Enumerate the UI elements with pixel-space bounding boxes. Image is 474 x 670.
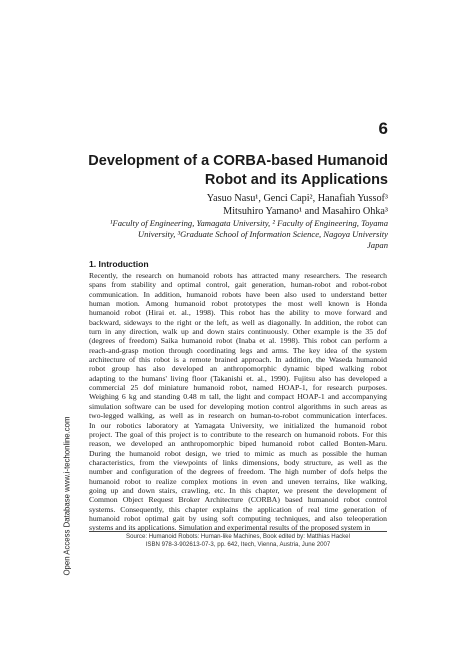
- footnote-line: Source: Humanoid Robots: Human-like Machines, Book edited by: Matthias Hackel: [126, 533, 350, 540]
- body-line: systems. Consequently, this chapter explains the application of real time generation of: [89, 504, 387, 514]
- body-line: communication. In addition, humanoid robots have been also used to understand better: [89, 289, 387, 299]
- body-line: spans from stability and optimal control, gait generation, human-robot and robot-robot: [89, 280, 387, 290]
- section-heading: 1. Introduction: [89, 259, 149, 269]
- body-text: [89, 271, 387, 533]
- footnote-line: ISBN 978-3-902613-07-3, pp. 642, Itech, Vienna, Austria, June 2007: [145, 541, 331, 549]
- body-line: humanoid robot to realize complex motions in even and uneven terrains, like walking,: [89, 476, 387, 486]
- affiliation-line: University, ³Graduate School of Information Science, Nagoya University: [137, 228, 388, 239]
- body-line: human motion. Among humanoid robot prototypes the most well known is Honda: [89, 299, 387, 309]
- body-line: number and configuration of the degrees of freedom. The high number of dofs helps the: [89, 467, 387, 477]
- body-line: During the humanoid robot design, we tried to mimic as much as possible the human: [89, 448, 387, 458]
- body-line: simulation software can be used for developing motion control algorithms in such areas as: [89, 401, 387, 411]
- source-footnote: [89, 533, 387, 549]
- body-line: project. The goal of this project is to contribute to the research on humanoid robots. For this: [89, 429, 387, 439]
- body-line: In our robotics laboratory at Yamagata University, we initialized the humanoid robot: [89, 420, 387, 430]
- body-line: architecture of this robot is a remote brained approach. In addition, the Waseda humanoid: [89, 355, 387, 365]
- body-line: two-legged walking, as well as in research on human-to-robot communication interfaces.: [89, 411, 387, 421]
- body-line: humanoid robot (Hirai et. al., 1998). This robot has the ability to move forward and: [89, 308, 387, 318]
- body-line: turn in any direction, walk up and down stairs continuously. Other example is the 35 dof: [89, 327, 387, 337]
- body-line: Weighing 6 kg and standing 0.48 m tall, the light and compact HOAP-1 and accompanying: [89, 392, 387, 402]
- body-line: commercial 25 dof miniature humanoid robot, named HOAP-1, for research purposes.: [89, 383, 387, 393]
- body-line: going up and down stairs, crawling, etc. In this chapter, we present the development of: [89, 485, 387, 495]
- body-line: (degrees of freedom) Saika humanoid robot (Inaba et al. 1998). This robot can perform a: [89, 336, 387, 346]
- side-watermark-text: Open Access Database www.i-techonline.com: [62, 416, 72, 576]
- body-line: adapting to the humans' living floor (Takanishi et. al., 1990). Fujitsu also has developed a: [89, 373, 387, 383]
- title-line: Development of a CORBA-based Humanoid: [88, 153, 388, 169]
- body-line: reason, we developed an anthropomorphic biped humanoid robot called Bonten-Maru.: [89, 439, 387, 449]
- body-line: Common Object Request Broker Architecture (CORBA) based humanoid robot control: [89, 495, 387, 505]
- body-line: humanoid robot optimal gait by using soft computing techniques, and also teleoperation: [89, 513, 387, 523]
- body-line: systems and its applications. Simulation and experimental results of the proposed system in: [89, 523, 371, 533]
- body-line: Recently, the research on humanoid robots has attracted many researchers. The research: [89, 271, 387, 280]
- body-line: characteristics, from the viewpoints of links dimensions, body structure, as well as the: [89, 457, 387, 467]
- chapter-number: 6: [378, 119, 388, 138]
- author-line: Mitsuhiro Yamano¹ and Masahiro Ohka³: [223, 205, 388, 217]
- body-line: backward, sideways to the right or the left, as well as diagonally. In addition, the robot can: [89, 317, 387, 327]
- footnote-divider: [89, 531, 387, 532]
- title-line: Robot and its Applications: [204, 172, 388, 188]
- affiliations: [58, 218, 388, 250]
- body-line: reach-and-grasp motion through coordinating legs and arms. The key idea of the system: [89, 345, 387, 355]
- affiliation-line: ¹Faculty of Engineering, Yamagata University, ² Faculty of Engineering, Toyama: [109, 218, 388, 228]
- author-line: Yasuo Nasu¹, Genci Capi², Hanafiah Yussof³: [206, 193, 388, 204]
- affiliation-line: Japan: [366, 239, 388, 250]
- chapter-title: [68, 152, 388, 190]
- author-list: [68, 193, 388, 218]
- body-line: robot group has also developed an anthropomorphic dynamic biped walking robot: [89, 364, 387, 374]
